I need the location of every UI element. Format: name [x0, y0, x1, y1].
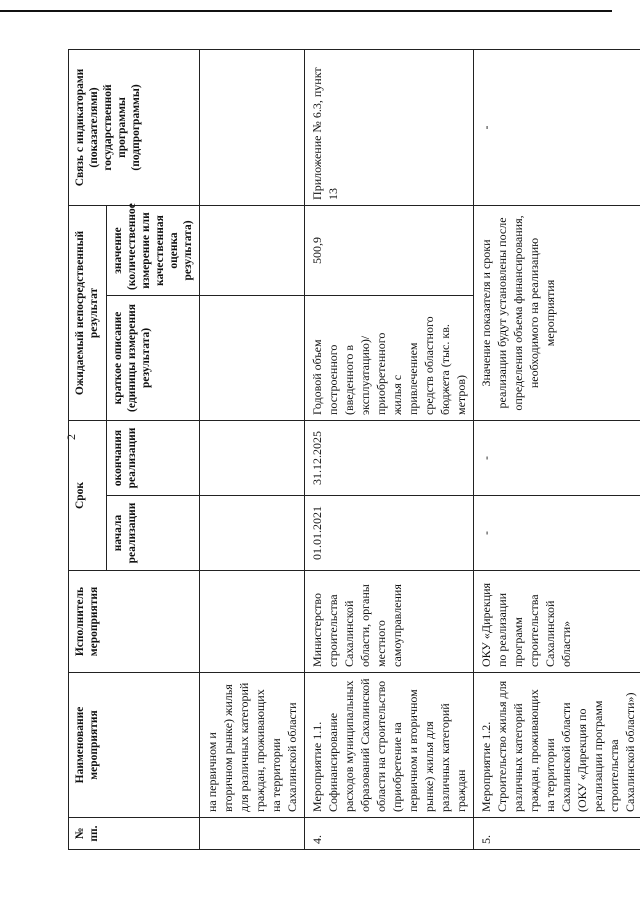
- cell-value: [200, 205, 305, 295]
- header-name: Наименование мероприятия: [69, 673, 200, 818]
- cell-executor: [200, 571, 305, 673]
- header-result-desc: краткое описание (единицы измерения результата): [107, 295, 200, 420]
- header-result-value: значение (количественное измерение или качественная оценка результата): [107, 205, 200, 295]
- cell-num: 4.: [305, 818, 474, 850]
- table-row: [200, 49, 305, 849]
- cell-start: [200, 496, 305, 571]
- cell-link: -: [474, 49, 640, 205]
- table-row: [305, 49, 474, 849]
- cell-merged-result: Значение показателя и сроки реализации будут установлены после определения объема финансирования, необходимого на реализацию мероприятия: [474, 205, 640, 420]
- measures-table: [68, 49, 640, 850]
- cell-start: 01.01.2021: [305, 496, 474, 571]
- header-term: Срок: [69, 420, 107, 570]
- cell-desc: [200, 295, 305, 420]
- header-executor: Исполнитель мероприятия: [69, 571, 200, 673]
- header-term-end: окончания реализации: [107, 420, 200, 495]
- cell-end: [200, 420, 305, 495]
- cell-end: 31.12.2025: [305, 420, 474, 495]
- cell-link: [200, 49, 305, 205]
- header-num: № пп.: [69, 818, 200, 850]
- table-row: [474, 49, 640, 849]
- top-rule: [0, 10, 612, 12]
- cell-num: 5.: [474, 818, 640, 850]
- header-term-start: начала реализации: [107, 496, 200, 571]
- header-link: Связь с индикаторами (показателями) государственной программы (подпрограммы): [69, 49, 200, 205]
- cell-executor: ОКУ «Дирекция по реализации программ строительства Сахалинской области»: [474, 571, 640, 673]
- cell-num: [200, 818, 305, 850]
- page-number: 2: [64, 434, 78, 440]
- cell-link: Приложение № 6.3, пункт 13: [305, 49, 474, 205]
- rotated-sheet: [68, 50, 637, 850]
- cell-name: Мероприятие 1.2. Строительство жилья для различных категорий граждан, проживающих на территории Сахалинской области (ОКУ «Дирекция по реализации программ строительства Сахалинской области»): [474, 673, 640, 818]
- cell-value: 500,9: [305, 205, 474, 295]
- cell-start: -: [474, 496, 640, 571]
- cell-end: -: [474, 420, 640, 495]
- cell-name: на первичном и вторичном рынке) жилья для различных категорий граждан, проживающих на территории Сахалинской области: [200, 673, 305, 818]
- header-result: Ожидаемый непосредственный результат: [69, 205, 107, 420]
- cell-executor: Министерство строительства Сахалинской области, органы местного самоуправления: [305, 571, 474, 673]
- cell-name: Мероприятие 1.1. Софинансирование расходов муниципальных образований Сахалинской области на строительство (приобретение на первичном и вторичном рынке) жилья для различных категорий граждан: [305, 673, 474, 818]
- cell-desc: Годовой объем построенного (введенного в эксплуатацию)/приобретенного жилья с привлечением средств областного бюджета (тыс. кв. метров): [305, 295, 474, 420]
